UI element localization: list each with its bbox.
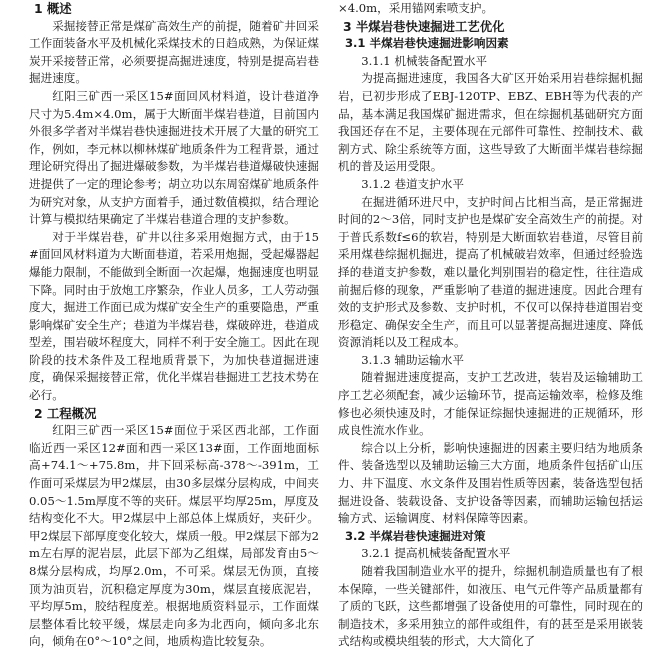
section-3-2-1-paragraph: 随着我国制造业水平的提升，综掘机制造质量也有了根本保障，一些关键部件，如液压、电气元件等产品质量都有了质的飞跃，这些都增强了设备使用的可靠性，同时现在的制造技术，多采用独立的部件或组件，有的甚至是采用嵌装式结构或模块组装的形式，大大简化了 [338, 564, 643, 649]
right-column [338, 0, 643, 649]
section-2-paragraph-1: 红阳三矿西一采区15#面位于采区西北部，工作面临近西一采区12#面和西一采区13#面，工作面地面标高+74.1～+75.8m，井下回采标高-378～-391m，工作面可采煤层为甲2煤层，由30多层煤分层构成，中间夹0.05～1.5m厚度不等的夹矸。煤层平均厚25m，厚度及结构变化不大。甲2煤层中上部总体上煤质好，夹矸少。甲2煤层下部厚度变化较大，煤质一般。甲2煤层下部为2m左右厚的泥岩层，此层下部为乙组煤，局部发育由5～8煤分层构成，均厚2.0m，不可采。煤层无伪顶，直接顶为油页岩，沉积稳定厚度为30m，煤层直接底泥岩，平均厚5m，胶结程度差。根据地质资料显示，工作面煤层整体看比较平缓，煤层走向多为北西向，倾向多北东向，倾角在0°～10°之间，地质构造比较复杂。 [29, 423, 319, 649]
continued-text-line: ×4.0m，采用锚网索喷支护。 [338, 1, 494, 15]
section-1-paragraph-1: 采掘接替正常是煤矿高效生产的前提，随着矿井回采工作面装备水平及机械化采煤技术的日趋成熟，为保证煤炭开采接替正常，必须要提高掘进速度，特别是提高岩巷掘进速度。 [29, 18, 319, 86]
section-3-heading: 3 半煤岩巷快速掘进工艺优化 [342, 18, 505, 34]
section-1-paragraph-2: 红阳三矿西一采区15#面回风材料道，设计巷道净尺寸为5.4m×4.0m，属于大断面半煤岩巷道，目前国内外很多学者对半煤岩巷快速掘进技术开展了大量的研究工作，例如，李元林以柳林煤矿地质条件为工程背景，通过理论研究得出了掘进爆破参数，为半煤岩巷道爆破快速掘进提供了一定的理论参考；胡立功以东周窑煤矿地质条件为研究对象，从支护方面着手，通过数值模拟，结合理论计算与模拟结果确定了半煤岩巷道合理的支护参数。 [29, 88, 319, 227]
section-3-1-1-paragraph: 为提高掘进速度，我国各大矿区开始采用岩巷综掘机掘岩，已初步形成了EBJ-120TP、EBZ、EBH等为代表的产品，基本满足我国煤矿掘进需求，但在综掘机基础研究方面我国还存在不足，主要体现在元部件可靠性、控制技术、截割方式、除尘系统等方面，这些导致了大断面半煤岩巷综掘机的普及运用受限。 [338, 71, 643, 174]
section-3-1-3-heading: 3.1.3 辅助运输水平 [361, 352, 464, 367]
section-3-1-3-paragraph-2: 综合以上分析，影响快速掘进的因素主要归结为地质条件、装备选型以及辅助运输三大方面，地质条件包括矿山压力、井下温度、水文条件及围岩性质等因素，装备选型包括掘进设备、装载设备、支护设备等因素，而辅助运输包括运输方式、运输调度、材料保障等因素。 [338, 440, 643, 526]
section-3-2-1-heading: 3.2.1 提高机械装备配置水平 [361, 546, 511, 561]
section-3-1-3-paragraph-1: 随着掘进速度提高，支护工艺改进，装岩及运输辅助工序工艺必须配套，减少运输环节，提高运输效率，检修及维修也必须快速及时，才能保证综掘快速掘进的正规循环，形成良性流水作业。 [338, 370, 643, 438]
section-3-2-heading: 3.2 半煤岩巷快速掘进对策 [344, 528, 486, 543]
section-3-1-2-paragraph: 在掘进循环进尺中，支护时间占比相当高，是正常掘进时间的2～3倍，同时支护也是煤矿安全高效生产的前提。对于普氏系数f≤6的软岩，特别是大断面软岩巷道，尽管目前采用煤巷综掘机掘进，提高了机械破岩效率，但通过经验选择的巷道支护参数，难以量化判别围岩的稳定性，往往造成前掘后修的现象，严重影响了巷道的掘进速度。因此合理有效的支护形式及参数、支护时机，不仅可以保持巷道围岩变形稳定、确保安全生产，而且可以显著提高掘进速度、降低资源消耗以及工程成本。 [338, 194, 643, 350]
left-column [29, 0, 319, 649]
section-2-heading: 2 工程概况 [33, 405, 97, 421]
section-1-paragraph-3: 对于半煤岩巷，矿井以往多采用炮掘方式，由于15#面回风材料道为大断面巷道，若采用炮掘，受起爆器起爆能力限制，不能做到全断面一次起爆，炮掘速度也明显下降。同时由于放炮工序繁杂，作业人员多，工人劳动强度大，掘进工作面已成为煤矿安全生产的重要隐患，严重影响煤矿安全生产；巷道为半煤岩巷，煤破碎进，巷道成型差，围岩破坏程度大，同样不利于安全施工。因此在现阶段的技术条件及工程地质背景下，为加快巷道掘进速度，确保采掘接替正常，优化半煤岩巷掘进工艺技术势在必行。 [29, 229, 319, 403]
section-3-1-heading: 3.1 半煤岩巷快速掘进影响因素 [344, 36, 509, 51]
section-3-1-1-heading: 3.1.1 机械装备配置水平 [361, 53, 488, 68]
section-1-heading: 1 概述 [33, 1, 72, 16]
section-3-1-2-heading: 3.1.2 巷道支护水平 [361, 176, 464, 191]
